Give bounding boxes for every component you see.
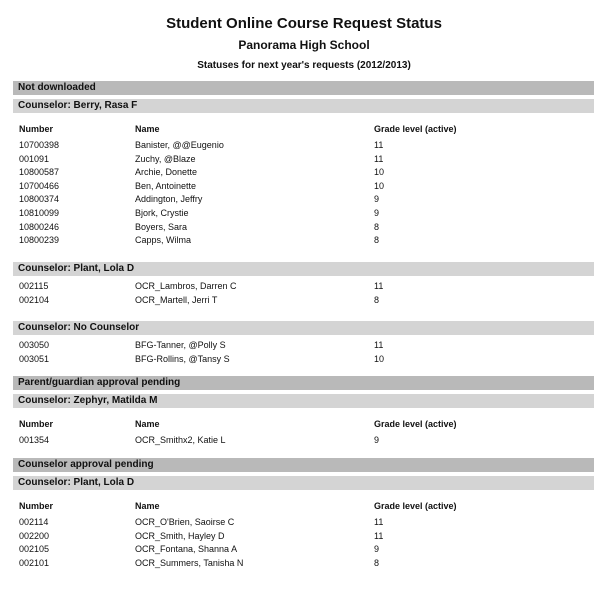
column-header-grade: Grade level (active) xyxy=(374,124,457,134)
table-row xyxy=(0,153,608,165)
counselor-header: Counselor: Plant, Lola D xyxy=(13,476,594,490)
grade-level: 8 xyxy=(374,222,380,232)
table-row xyxy=(0,207,608,219)
student-name: BFG-Rollins, @Tansy S xyxy=(135,354,230,364)
school-name: Panorama High School xyxy=(238,38,370,52)
student-name: BFG-Tanner, @Polly S xyxy=(135,340,226,350)
student-name: Boyers, Sara xyxy=(135,222,188,232)
student-name: Bjork, Crystie xyxy=(135,208,189,218)
student-number: 10800587 xyxy=(19,167,60,177)
student-number: 002104 xyxy=(19,295,50,305)
table-row xyxy=(0,180,608,192)
grade-level: 10 xyxy=(374,181,385,191)
counselor-header: Counselor: Zephyr, Matilda M xyxy=(13,394,594,408)
report-title: Student Online Course Request Status xyxy=(166,15,442,32)
student-number: 002115 xyxy=(19,281,49,291)
student-number: 001354 xyxy=(19,435,50,445)
student-name: Addington, Jeffry xyxy=(135,194,203,204)
student-number: 002105 xyxy=(19,544,50,554)
grade-level: 11 xyxy=(374,140,384,150)
status-header-parent-approval: Parent/guardian approval pending xyxy=(13,376,594,390)
grade-level: 11 xyxy=(374,281,384,291)
column-header-name: Name xyxy=(135,419,160,429)
grade-level: 10 xyxy=(374,167,385,177)
grade-level: 9 xyxy=(374,435,380,445)
column-header-grade: Grade level (active) xyxy=(374,419,457,429)
grade-level: 8 xyxy=(374,558,380,568)
report-subtitle: Statuses for next year's requests (2012/2013) xyxy=(197,60,411,71)
student-name: Capps, Wilma xyxy=(135,235,192,245)
grade-level: 11 xyxy=(374,154,384,164)
table-row xyxy=(0,280,608,292)
table-row xyxy=(0,294,608,306)
student-name: OCR_Fontana, Shanna A xyxy=(135,544,238,554)
student-name: Ben, Antoinette xyxy=(135,181,197,191)
student-name: OCR_Smithx2, Katie L xyxy=(135,435,226,445)
student-number: 003051 xyxy=(19,354,50,364)
table-row xyxy=(0,339,608,351)
status-header-not-downloaded: Not downloaded xyxy=(13,81,594,95)
table-row xyxy=(0,557,608,569)
table-row xyxy=(0,530,608,542)
table-row xyxy=(0,234,608,246)
student-number: 003050 xyxy=(19,340,50,350)
student-name: OCR_Smith, Hayley D xyxy=(135,531,225,541)
grade-level: 9 xyxy=(374,544,380,554)
student-number: 001091 xyxy=(19,154,50,164)
table-row xyxy=(0,543,608,555)
table-row xyxy=(0,193,608,205)
student-name: Zuchy, @Blaze xyxy=(135,154,196,164)
status-header-counselor-approval: Counselor approval pending xyxy=(13,458,594,472)
grade-level: 8 xyxy=(374,235,380,245)
column-header-grade: Grade level (active) xyxy=(374,501,457,511)
table-row xyxy=(0,516,608,528)
table-row xyxy=(0,434,608,446)
column-header-row xyxy=(0,500,608,512)
column-header-name: Name xyxy=(135,124,160,134)
student-name: OCR_Lambros, Darren C xyxy=(135,281,237,291)
column-header-number: Number xyxy=(19,501,54,511)
student-number: 10800246 xyxy=(19,222,60,232)
student-name: OCR_Martell, Jerri T xyxy=(135,295,218,305)
grade-level: 10 xyxy=(374,354,385,364)
grade-level: 11 xyxy=(374,517,384,527)
counselor-header: Counselor: Plant, Lola D xyxy=(13,262,594,276)
student-number: 10810099 xyxy=(19,208,60,218)
student-name: Archie, Donette xyxy=(135,167,198,177)
grade-level: 9 xyxy=(374,194,380,204)
table-row xyxy=(0,139,608,151)
student-number: 10800239 xyxy=(19,235,60,245)
student-name: Banister, @@Eugenio xyxy=(135,140,224,150)
student-number: 002114 xyxy=(19,517,49,527)
table-row xyxy=(0,353,608,365)
column-header-number: Number xyxy=(19,124,54,134)
student-number: 10700466 xyxy=(19,181,60,191)
column-header-row xyxy=(0,123,608,135)
counselor-header: Counselor: No Counselor xyxy=(13,321,594,335)
student-name: OCR_O'Brien, Saoirse C xyxy=(135,517,235,527)
counselor-header: Counselor: Berry, Rasa F xyxy=(13,99,594,113)
column-header-row xyxy=(0,418,608,430)
student-number: 10700398 xyxy=(19,140,60,150)
grade-level: 8 xyxy=(374,295,380,305)
table-row xyxy=(0,221,608,233)
student-name: OCR_Summers, Tanisha N xyxy=(135,558,244,568)
grade-level: 9 xyxy=(374,208,380,218)
grade-level: 11 xyxy=(374,340,384,350)
table-row xyxy=(0,166,608,178)
student-number: 002101 xyxy=(19,558,50,568)
column-header-number: Number xyxy=(19,419,54,429)
student-number: 10800374 xyxy=(19,194,60,204)
student-number: 002200 xyxy=(19,531,50,541)
grade-level: 11 xyxy=(374,531,384,541)
column-header-name: Name xyxy=(135,501,160,511)
